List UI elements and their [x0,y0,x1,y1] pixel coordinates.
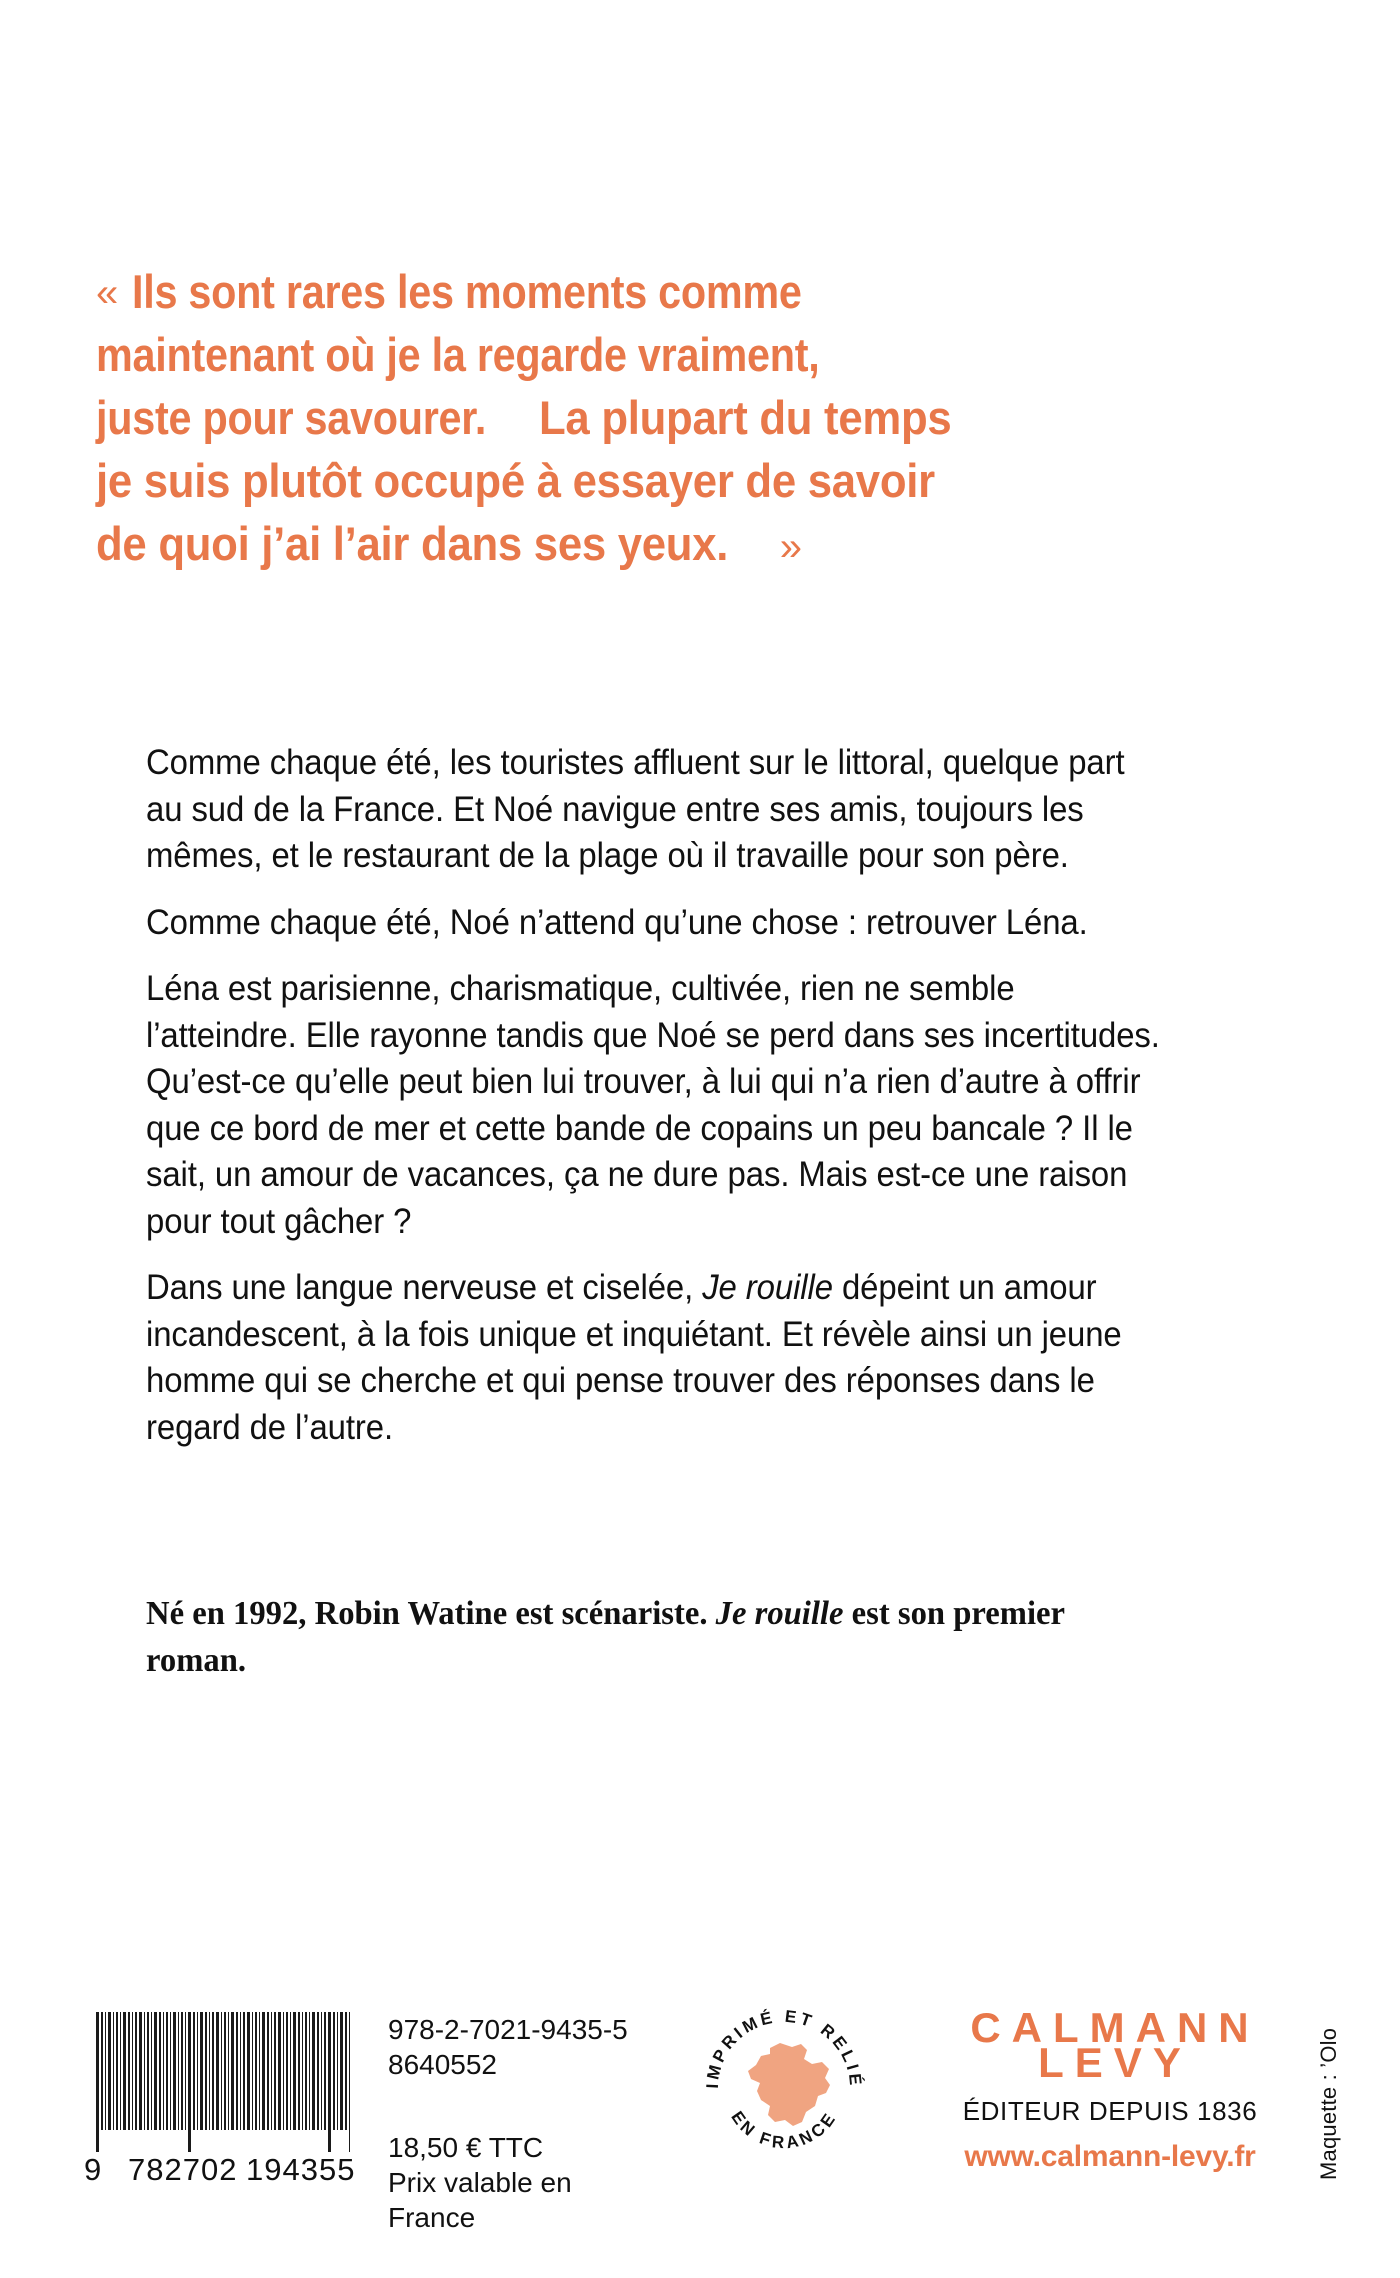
barcode-digits [84,2152,366,2187]
barcode-bars [96,2012,356,2130]
france-map-icon [748,2043,830,2126]
price-note: Prix valable en France [388,2167,572,2233]
barcode-digit-right: 194355 [246,2152,356,2187]
blurb-text [146,740,1226,1451]
close-guillemet: » [779,525,802,569]
roundel-bottom-text: EN FRANCE [727,2107,841,2153]
blurb-p4-part2: dépeint un amour incandescent, à la fois unique et inquiétant. Et révèle ainsi un jeune homme qui se cherche et qui pense trouver des réponses dans le regard de l’autre. [146,1268,1122,1447]
design-credit: Maquette : ’Olo [1316,2027,1341,2180]
bio-part1: Né en 1992, Robin Watine est scénariste. [146,1595,716,1632]
price-value: 18,50 € TTC [388,2132,544,2163]
quote-line-5-text: de quoi j’ai l’air dans ses yeux. [96,517,729,570]
pull-quote [96,265,1216,583]
barcode-digit-left: 9 [84,2152,103,2187]
blurb-paragraph-3: Léna est parisienne, charismatique, cultivée, rien ne semble l’atteindre. Elle rayonne tandis que Noé se perd dans ses incertitudes. Qu’est-ce qu’elle peut bien lui trouver, à lui qui n’a rien d’autre à offrir que ce bord de mer et cette bande de copains un peu bancale ? Il le sait, un amour de vacances, ça ne dure pas. Mais est-ce une raison pour tout gâcher ? [146,969,1160,1241]
roundel-top-text: IMPRIMÉ ET RELIÉ [702,2006,866,2090]
quote-line-3-text-b: La plupart du temps [539,391,952,444]
isbn-price-block [388,2012,658,2235]
author-bio [146,1590,1146,1684]
blurb-paragraph-4 [146,1265,1161,1451]
publisher-tagline: ÉDITEUR DEPUIS 1836 [962,2096,1258,2126]
blurb-paragraph-2: Comme chaque été, Noé n’attend qu’une chose : retrouver Léna. [146,902,1088,942]
barcode-digit-middle: 782702 [128,2152,238,2187]
blurb-paragraph-1: Comme chaque été, les touristes affluent sur le littoral, quelque part au sud de la France. Et Noé navigue entre ses amis, toujours les mêmes, et le restaurant de la plage où il travaille pour son père. [146,743,1125,875]
quote-line-5 [96,517,1216,570]
book-title-italic: Je rouille [702,1268,833,1307]
barcode [84,2012,366,2187]
blurb-p4-part1: Dans une langue nerveuse et ciselée, [146,1268,703,1307]
publisher-name-line2: LEVY [1038,2039,1192,2086]
quote-line-1 [96,265,1216,318]
isbn-number: 978-2-7021-9435-5 [388,2014,628,2045]
quote-line-1-text: Ils sont rares les moments comme [131,265,802,318]
publisher-name-line1: CALMANN [970,2004,1260,2051]
price-group [388,2130,658,2235]
quote-line-2 [96,328,1216,381]
bio-part2: est son premier roman. [146,1595,1065,1679]
quote-line-4-text: je suis plutôt occupé à essayer de savoir [96,454,935,507]
cover-footer [0,1990,1400,2233]
open-guillemet: « [96,271,118,315]
quote-line-3-text-a: juste pour savourer. [96,391,487,444]
product-code: 8640552 [388,2049,498,2080]
bio-book-title-italic: Je rouille [715,1595,844,1632]
author-bio-text [146,1590,1106,1684]
quote-line-2-text: maintenant où je la regarde vraiment, [96,328,820,381]
publisher-logo [960,2004,1260,2174]
printed-in-france-badge [700,2004,868,2172]
quote-line-3 [96,391,1216,444]
publisher-website[interactable]: www.calmann-levy.fr [964,2140,1256,2173]
quote-line-4 [96,454,1216,507]
